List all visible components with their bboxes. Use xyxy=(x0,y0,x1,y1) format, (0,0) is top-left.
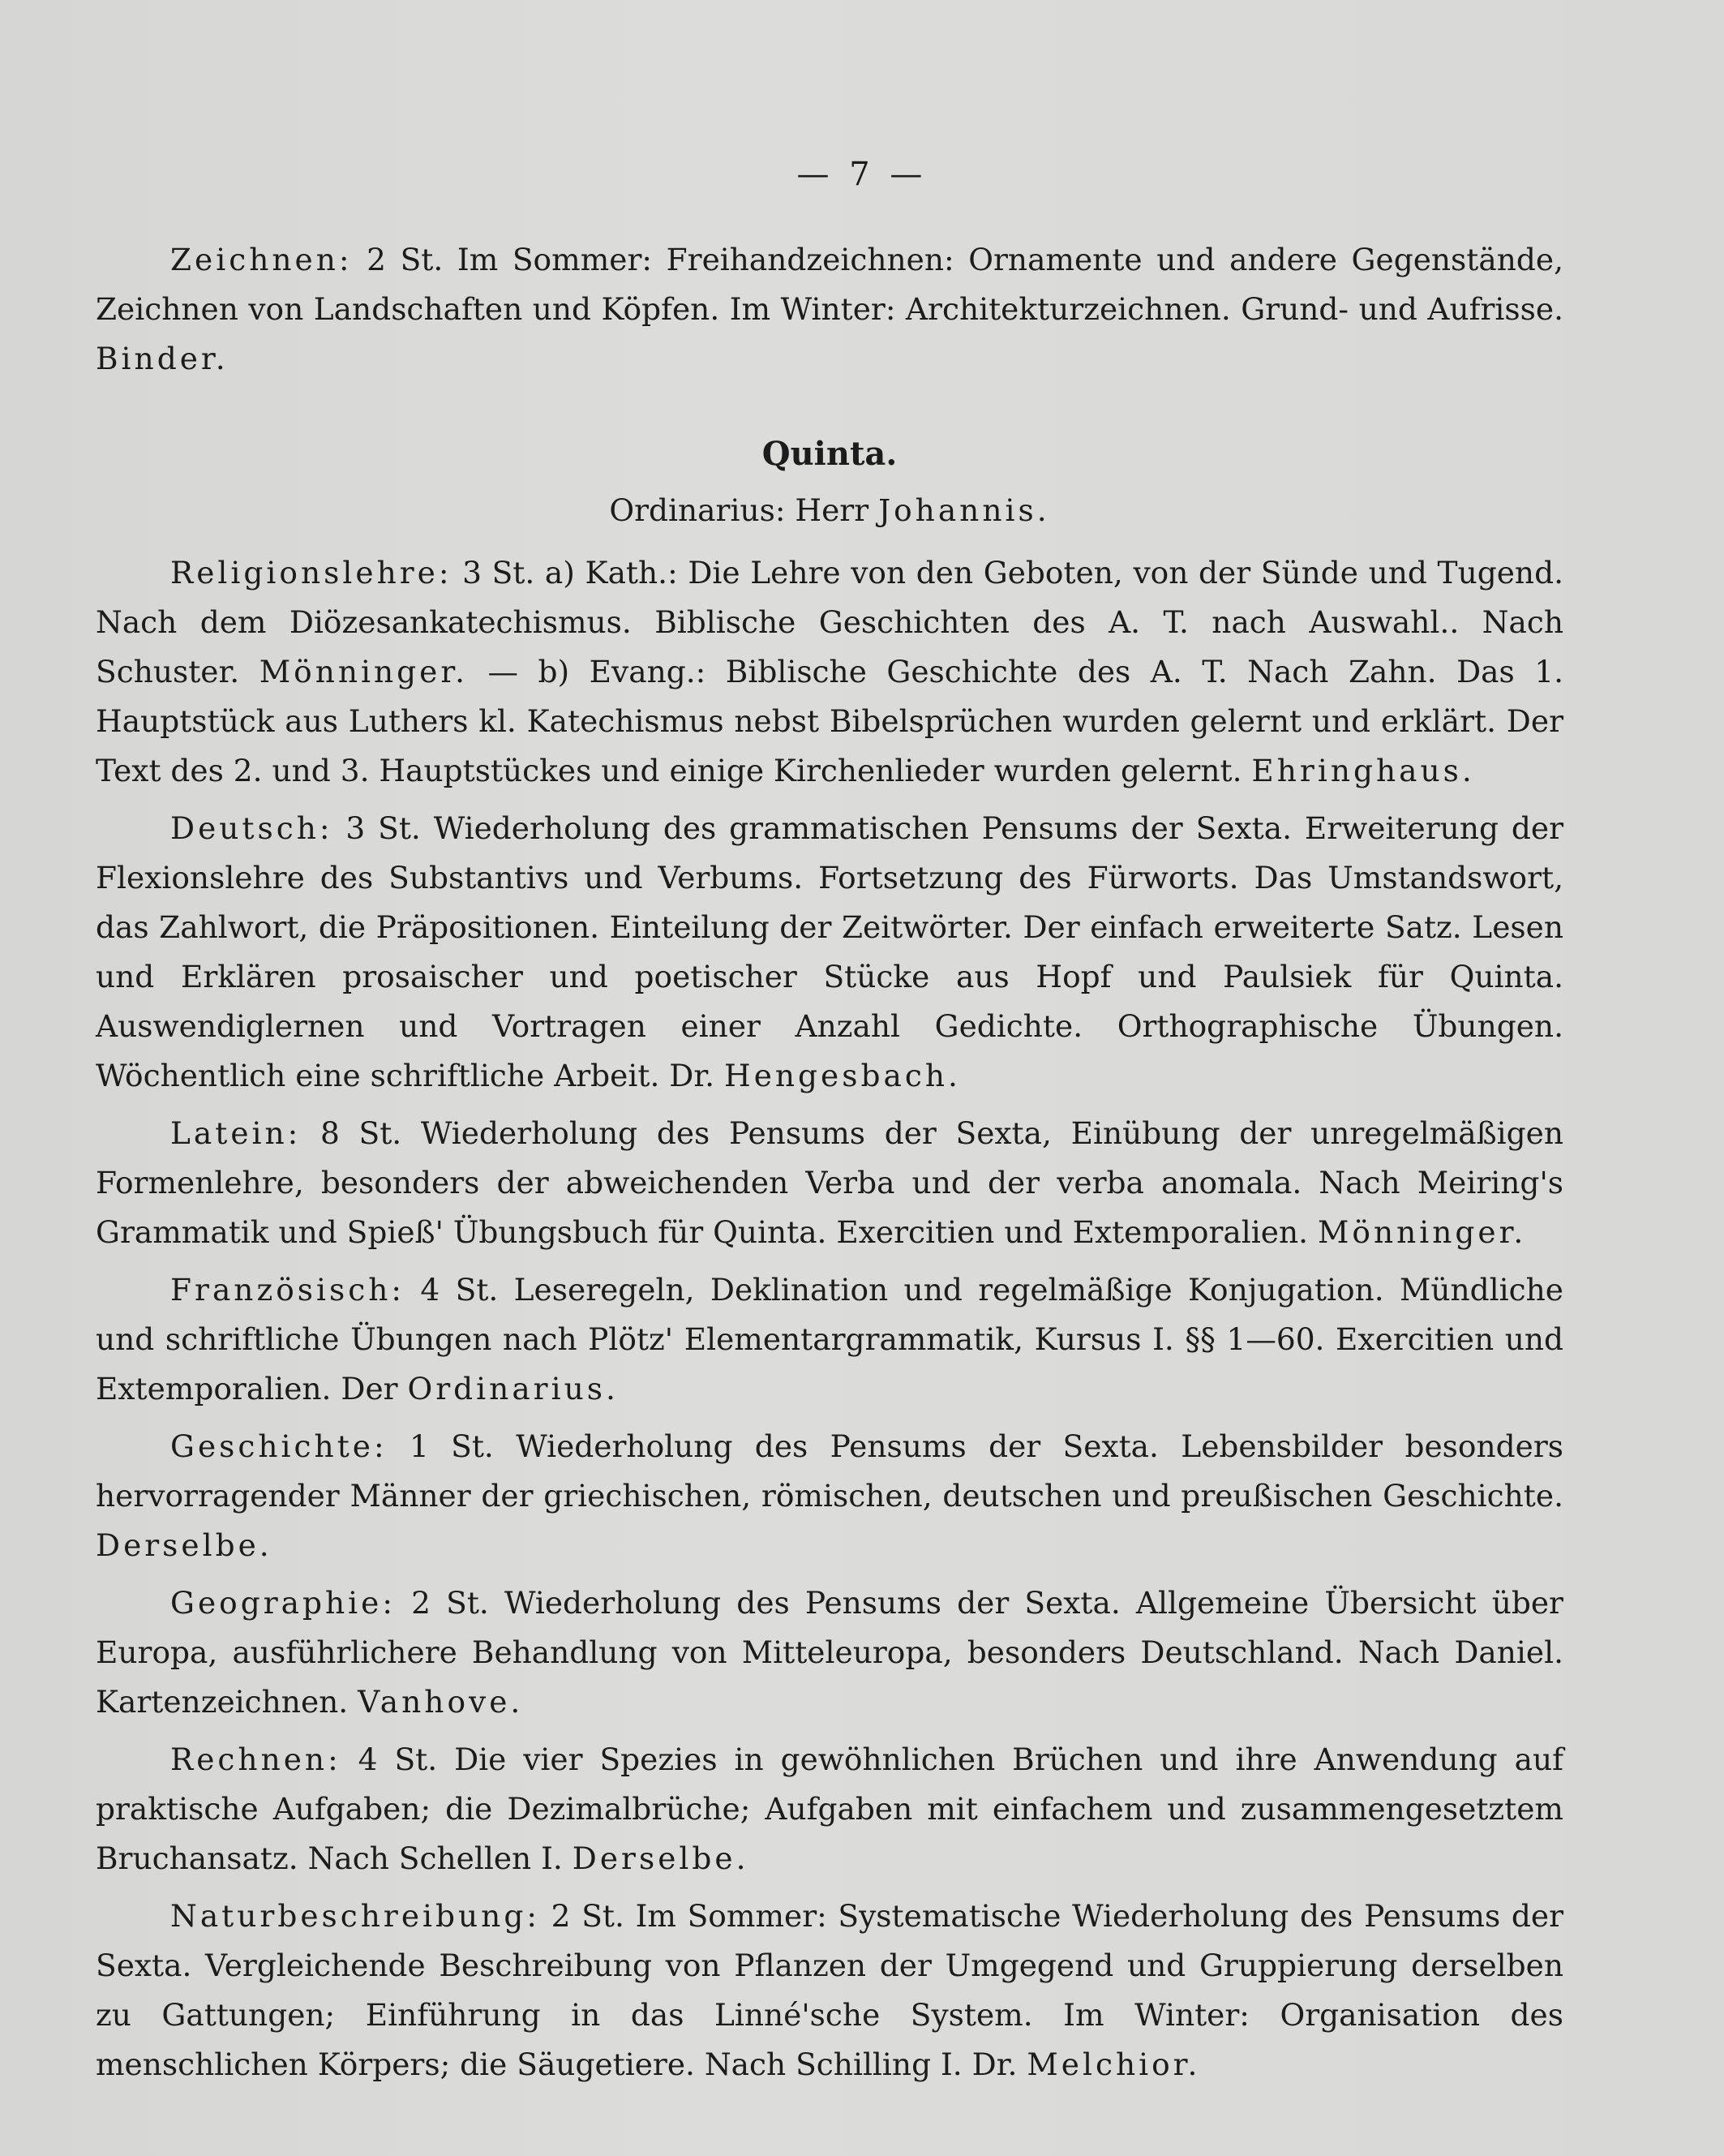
section-title: Quinta. xyxy=(761,435,898,473)
paragraph-text: 4 St. Die vier Spezies in gewöhnlichen Brüchen und ihre Anwendung auf praktische Aufgaben; die Dezimalbrüche; Aufgaben mit einfachem und zusammengesetztem Bruchansatz. Nach Schellen I. xyxy=(96,1742,1563,1876)
subject-label: Zeichnen: xyxy=(170,242,353,277)
paragraph-text: — b) Evang.: Biblische Geschichte des A. T. Nach Zahn. Das 1. Hauptstück aus Luthers kl. Katechismus nebst Bibelsprüchen wurden gelernt und erklärt. Der Text des 2. und 3. Hauptstückes und einige Kirchenlieder wurden gelernt. xyxy=(96,654,1563,788)
subject-label: Religionslehre: xyxy=(170,555,452,591)
paragraph-text: 3 St. Wiederholung des grammatischen Pensums der Sexta. Erweiterung der Flexionslehre des Substantivs und Verbums. Fortsetzung des Fürworts. Das Umstandswort, das Zahlwort, die Präpositionen. Einteilung der Zeitwörter. Der einfach erweiterte Satz. Lesen und Erklären prosaischer und poetischer Stücke aus Hopf und Paulsiek für Quinta. Auswendiglernen und Vortragen einer Anzahl Gedichte. Orthographische Übungen. Wöchentlich eine schriftliche Arbeit. Dr. xyxy=(96,810,1563,1093)
ordinarius-label: Ordinarius: Herr xyxy=(609,492,879,528)
subject-label: Geographie: xyxy=(170,1585,396,1621)
ordinarius-name: Johannis. xyxy=(878,492,1050,528)
page-number: — 7 — xyxy=(796,156,928,193)
teacher-name: Derselbe. xyxy=(96,1527,272,1563)
subject-label: Naturbeschreibung: xyxy=(170,1898,540,1934)
paragraph-rechnen xyxy=(96,1735,1563,1883)
paragraph-text: 8 St. Wiederholung des Pensums der Sexta, Einübung der unregelmäßigen Formenlehre, besonders der abweichenden Verba und der verba anomala. Nach Meiring's Grammatik und Spieß' Übungsbuch für Quinta. Exercitien und Extemporalien. xyxy=(96,1115,1563,1250)
teacher-name: Binder. xyxy=(96,341,229,376)
teacher-name: Derselbe. xyxy=(572,1840,749,1876)
teacher-name: Mönninger. xyxy=(1317,1214,1527,1250)
paragraph-text: 3 St. a) Kath.: Die Lehre von den Geboten, von der Sünde und Tugend. Nach dem Diözesankatechismus. Biblische Geschichten des A. T. nach Auswahl.. Nach Schuster. xyxy=(96,555,1563,689)
paragraph-text: 2 St. Im Sommer: Systematische Wiederholung des Pensums der Sexta. Vergleichende Beschreibung von Pflanzen der Umgegend und Gruppierung derselben zu Gattungen; Einführung in das Linné'sche System. Im Winter: Organisation des menschlichen Körpers; die Säugetiere. Nach Schilling I. Dr. xyxy=(96,1898,1563,2082)
teacher-name: Ordinarius. xyxy=(407,1371,619,1407)
subject-label: Französisch: xyxy=(170,1272,405,1308)
paragraph-religion xyxy=(96,548,1563,796)
subject-label: Rechnen: xyxy=(170,1742,341,1777)
document-body xyxy=(96,235,1563,2098)
subject-label: Latein: xyxy=(170,1115,302,1151)
teacher-name: Ehringhaus. xyxy=(1251,753,1475,788)
teacher-name: Mönninger. xyxy=(259,654,469,689)
subject-label: Deutsch: xyxy=(170,810,333,846)
paragraph-text: 1 St. Wiederholung des Pensums der Sexta. Lebensbilder besonders hervorragender Männer der griechischen, römischen, deutschen und preußischen Geschichte. xyxy=(96,1428,1563,1514)
ordinarius-line xyxy=(96,486,1563,535)
paragraph-text: 4 St. Leseregeln, Deklination und regelmäßige Konjugation. Mündliche und schriftliche Übungen nach Plötz' Elementargrammatik, Kursus I. §§ 1—60. Exercitien und Extemporalien. Der xyxy=(96,1272,1563,1407)
teacher-name: Hengesbach. xyxy=(724,1058,961,1093)
paragraph-naturbeschreibung xyxy=(96,1892,1563,2089)
paragraph-geschichte xyxy=(96,1422,1563,1570)
paragraph-franzoesisch xyxy=(96,1265,1563,1414)
paragraph-text: 2 St. Im Sommer: Freihandzeichnen: Ornamente und andere Gegenstände, Zeichnen von Landschaften und Köpfen. Im Winter: Architekturzeichnen. Grund- und Aufrisse. xyxy=(96,242,1563,327)
paragraph-geographie xyxy=(96,1578,1563,1727)
teacher-name: Melchior. xyxy=(1027,2046,1201,2082)
paragraph-deutsch xyxy=(96,804,1563,1101)
teacher-name: Vanhove. xyxy=(358,1684,524,1720)
subject-label: Geschichte: xyxy=(170,1428,388,1464)
paragraph-text: 2 St. Wiederholung des Pensums der Sexta. Allgemeine Übersicht über Europa, ausführlichere Behandlung von Mitteleuropa, besonders Deutschland. Nach Daniel. Kartenzeichnen. xyxy=(96,1585,1563,1720)
paragraph-zeichnen xyxy=(96,235,1563,384)
paragraph-latein xyxy=(96,1109,1563,1257)
